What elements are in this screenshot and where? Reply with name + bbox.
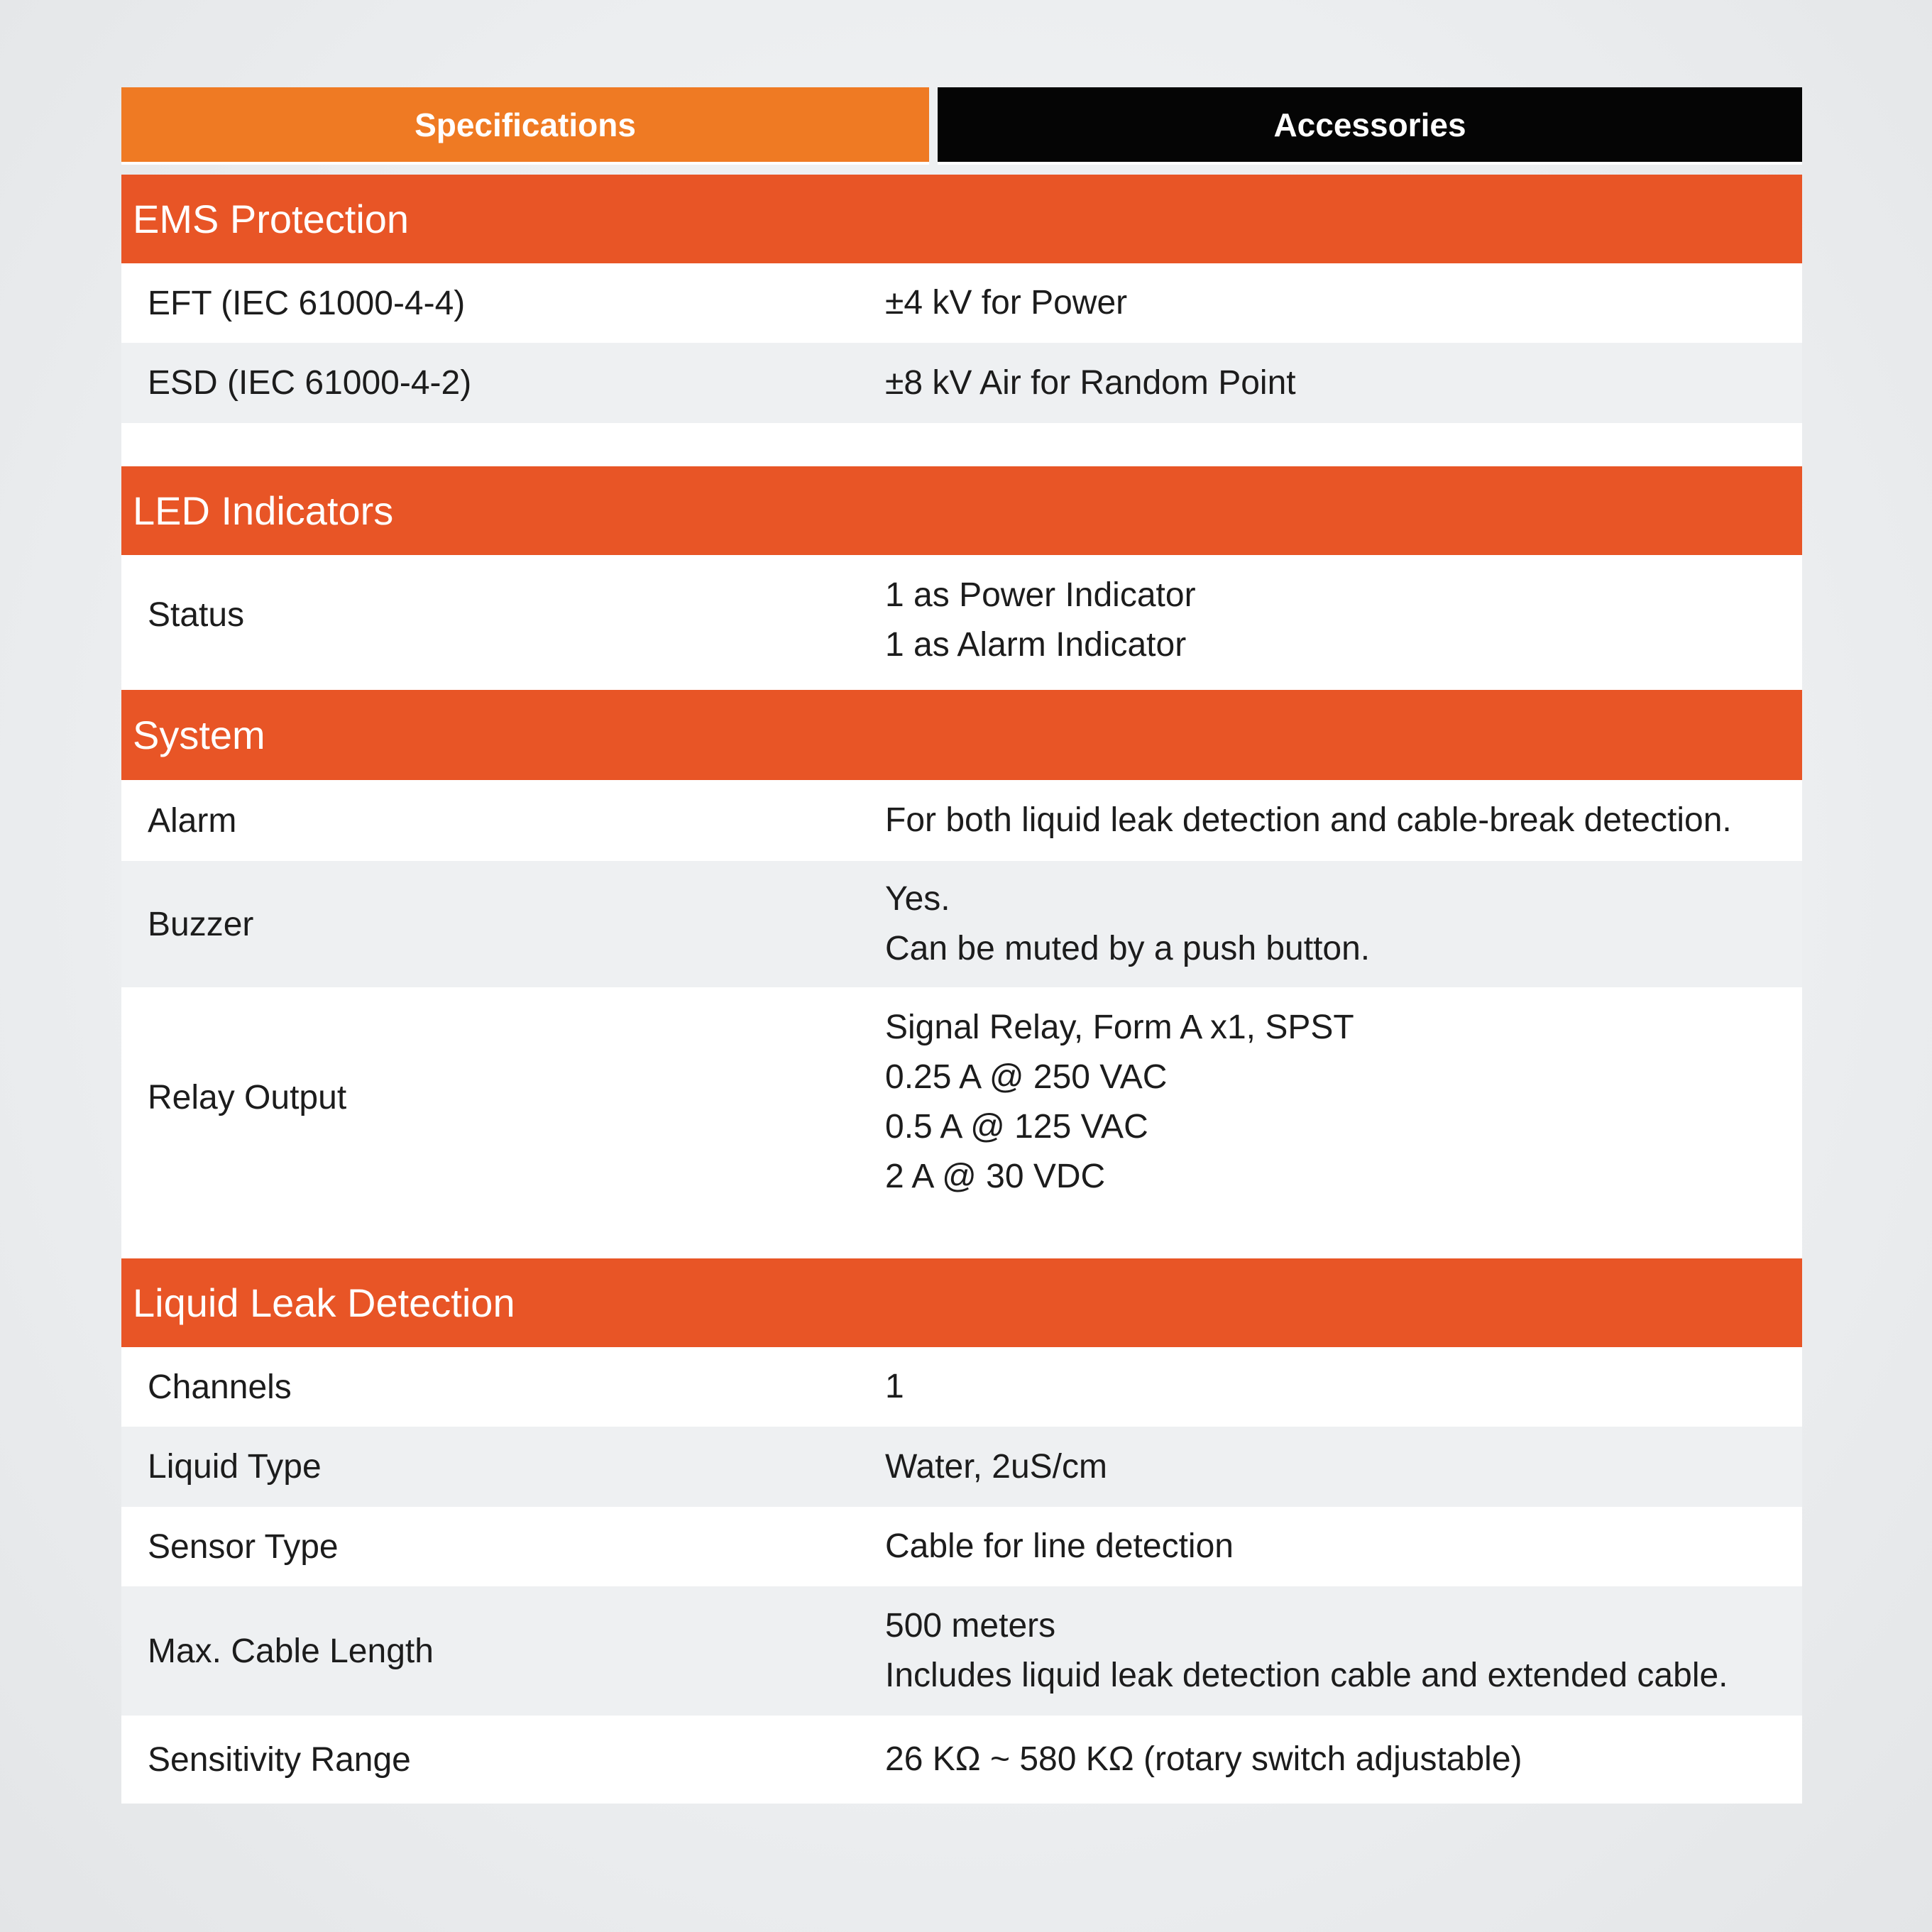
spec-row (121, 555, 1802, 690)
spec-label: Sensitivity Range (148, 1740, 411, 1779)
spec-value-line: 26 KΩ ~ 580 KΩ (rotary switch adjustable) (885, 1740, 1522, 1778)
spec-value-line: 1 (885, 1368, 904, 1405)
spec-value (885, 358, 1802, 408)
spec-value-line: For both liquid leak detection and cable-break detection. (885, 801, 1732, 839)
spec-row (121, 343, 1802, 423)
spec-row (121, 780, 1802, 861)
spec-value (885, 1522, 1802, 1571)
spec-label: Buzzer (148, 905, 254, 943)
spec-value (885, 874, 1802, 974)
spec-value-line: 0.25 A @ 250 VAC (885, 1058, 1168, 1096)
spec-row (121, 1507, 1802, 1586)
spec-row (121, 1586, 1802, 1716)
section-title: System (133, 713, 265, 757)
section-title: Liquid Leak Detection (133, 1280, 515, 1325)
spec-row (121, 263, 1802, 343)
spec-panel (121, 87, 1802, 1804)
spec-label: Liquid Type (148, 1448, 322, 1486)
spec-value-line: 0.5 A @ 125 VAC (885, 1108, 1148, 1146)
section-header-ems-protection (121, 175, 1802, 263)
spec-value-line: Water, 2uS/cm (885, 1447, 1107, 1486)
spec-value (885, 796, 1802, 845)
spec-value-line: Signal Relay, Form A x1, SPST (885, 1009, 1354, 1046)
section-header-liquid-leak-detection (121, 1258, 1802, 1347)
spec-value-line: ±4 kV for Power (885, 284, 1128, 322)
spec-value-line: Yes. (885, 880, 950, 918)
tab-accessories-label: Accessories (1273, 106, 1466, 143)
spec-value-line: 1 as Alarm Indicator (885, 626, 1187, 664)
spec-label: EFT (IEC 61000-4-4) (148, 284, 466, 322)
spec-label: ESD (IEC 61000-4-2) (148, 364, 472, 402)
tab-accessories[interactable] (938, 87, 1802, 165)
spec-value-line: 500 meters (885, 1607, 1056, 1645)
spec-row (121, 1347, 1802, 1427)
spec-label: Sensor Type (148, 1527, 339, 1566)
spec-value (885, 571, 1802, 670)
spec-label: Max. Cable Length (148, 1632, 434, 1670)
spec-label: Status (148, 596, 245, 634)
section-header-system (121, 690, 1802, 780)
spec-label: Relay Output (148, 1079, 347, 1116)
spec-value (885, 1735, 1802, 1784)
spec-value-line: 1 as Power Indicator (885, 576, 1196, 614)
section-title: LED Indicators (133, 488, 394, 533)
spec-label: Alarm (148, 801, 237, 840)
spec-value (885, 1362, 1802, 1412)
spec-value-line: 2 A @ 30 VDC (885, 1158, 1106, 1195)
section-title: EMS Protection (133, 197, 410, 241)
spec-value-line: Cable for line detection (885, 1527, 1234, 1565)
spec-row (121, 1716, 1802, 1804)
spec-value (885, 278, 1802, 328)
spec-row (121, 987, 1802, 1258)
spec-value-line: Includes liquid leak detection cable and extended cable. (885, 1657, 1728, 1694)
tab-specifications[interactable] (121, 87, 929, 165)
spec-value (885, 1601, 1802, 1701)
tab-specifications-label: Specifications (415, 106, 636, 143)
tab-gap (929, 87, 938, 165)
spec-value (885, 1003, 1802, 1202)
spec-row (121, 861, 1802, 987)
spec-value-line: ±8 kV Air for Random Point (885, 363, 1296, 402)
spec-label: Channels (148, 1368, 292, 1406)
spec-value-line: Can be muted by a push button. (885, 930, 1371, 967)
spec-value (885, 1442, 1802, 1492)
section-header-led-indicators (121, 466, 1802, 555)
tab-bar (121, 87, 1802, 165)
section-spacer (121, 423, 1802, 466)
spec-row (121, 1427, 1802, 1507)
